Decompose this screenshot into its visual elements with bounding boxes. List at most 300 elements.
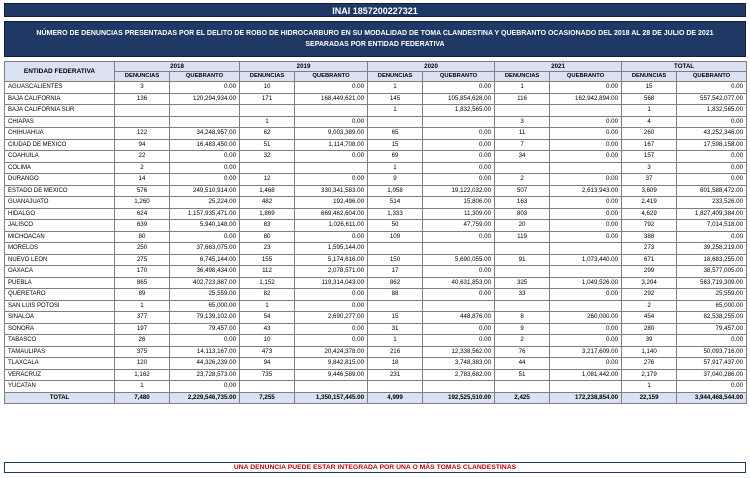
denuncias-cell: 803	[495, 208, 550, 220]
quebranto-cell: 0.00	[550, 197, 622, 209]
quebranto-cell: 119,314,043.00	[295, 277, 368, 289]
denuncias-cell: 171	[240, 93, 295, 105]
quebranto-cell: 0.00	[423, 139, 495, 151]
quebranto-cell: 11,309.00	[423, 208, 495, 220]
quebranto-header: QUEBRANTO	[170, 72, 240, 82]
quebranto-cell: 5,940,148.00	[170, 220, 240, 232]
denuncias-cell: 76	[495, 346, 550, 358]
table-row	[5, 231, 747, 243]
quebranto-cell: 0.00	[170, 231, 240, 243]
table-row	[5, 381, 747, 393]
table-row	[5, 82, 747, 94]
denuncias-cell: 32	[240, 151, 295, 163]
quebranto-cell: 16,483,450.00	[170, 139, 240, 151]
quebranto-cell: 120,294,934.00	[170, 93, 240, 105]
table-row	[5, 300, 747, 312]
denuncias-cell: 83	[240, 220, 295, 232]
denuncias-cell: 136	[115, 93, 170, 105]
quebranto-cell: 448,876.00	[423, 312, 495, 324]
denuncias-cell: 89	[115, 289, 170, 301]
quebranto-cell: 9,842,815.00	[295, 358, 368, 370]
denuncias-header: DENUNCIAS	[368, 72, 423, 82]
quebranto-cell: 0.00	[423, 128, 495, 140]
denuncias-cell: 8	[495, 312, 550, 324]
quebranto-cell: 37,663,075.00	[170, 243, 240, 255]
table-row	[5, 93, 747, 105]
quebranto-cell	[550, 381, 622, 393]
quebranto-cell: 1,832,565.00	[423, 105, 495, 117]
denuncias-cell: 3	[622, 162, 677, 174]
denuncias-cell: 82	[240, 289, 295, 301]
year-header: 2020	[368, 62, 495, 72]
denuncias-cell: 514	[368, 197, 423, 209]
denuncias-cell: 9	[368, 174, 423, 186]
state-name: SAN LUIS POTOSI	[5, 300, 115, 312]
state-name: GUANAJUATO	[5, 197, 115, 209]
quebranto-cell: 0.00	[423, 162, 495, 174]
total-label: TOTAL	[5, 392, 115, 404]
quebranto-cell: 82,538,255.00	[677, 312, 747, 324]
denuncias-cell: 624	[115, 208, 170, 220]
denuncias-cell: 1	[495, 82, 550, 94]
quebranto-cell: 0.00	[677, 174, 747, 186]
state-name: BAJA CALIFORNIA	[5, 93, 115, 105]
quebranto-cell: 0.00	[550, 174, 622, 186]
denuncias-cell: 568	[622, 93, 677, 105]
quebranto-cell: 19,122,032.00	[423, 185, 495, 197]
denuncias-cell: 15	[368, 312, 423, 324]
table-row	[5, 266, 747, 278]
denuncias-cell: 454	[622, 312, 677, 324]
table-header	[5, 62, 747, 82]
quebranto-cell: 0.00	[295, 300, 368, 312]
quebranto-cell: 79,457.00	[677, 323, 747, 335]
quebranto-cell	[295, 162, 368, 174]
denuncias-cell: 65	[368, 128, 423, 140]
quebranto-cell: 2,783,682.00	[423, 369, 495, 381]
denuncias-cell: 12	[240, 174, 295, 186]
denuncias-cell: 1	[368, 335, 423, 347]
state-name: COAHUILA	[5, 151, 115, 163]
quebranto-cell: 330,341,583.00	[295, 185, 368, 197]
denuncias-cell: 155	[240, 254, 295, 266]
denuncias-header: DENUNCIAS	[115, 72, 170, 82]
state-name: CHIHUAHUA	[5, 128, 115, 140]
quebranto-cell: 669,462,604.00	[295, 208, 368, 220]
quebranto-cell: 1,350,157,445.00	[295, 392, 368, 404]
table-row	[5, 243, 747, 255]
quebranto-cell	[423, 381, 495, 393]
state-name: OAXACA	[5, 266, 115, 278]
denuncias-cell: 735	[240, 369, 295, 381]
denuncias-cell: 3	[115, 82, 170, 94]
denuncias-cell: 375	[115, 346, 170, 358]
state-name: ESTADO DE MEXICO	[5, 185, 115, 197]
denuncias-cell: 39	[622, 335, 677, 347]
quebranto-cell	[550, 243, 622, 255]
denuncias-cell: 116	[495, 93, 550, 105]
denuncias-cell: 170	[115, 266, 170, 278]
quebranto-cell: 57,917,437.00	[677, 358, 747, 370]
denuncias-cell: 122	[115, 128, 170, 140]
quebranto-cell: 0.00	[295, 289, 368, 301]
quebranto-cell: 172,238,854.00	[550, 392, 622, 404]
denuncias-cell: 1	[368, 105, 423, 117]
quebranto-cell: 17,598,158.00	[677, 139, 747, 151]
denuncias-cell: 163	[495, 197, 550, 209]
table-row	[5, 116, 747, 128]
denuncias-cell: 1	[115, 381, 170, 393]
quebranto-cell: 0.00	[550, 358, 622, 370]
quebranto-cell: 233,526.00	[677, 197, 747, 209]
quebranto-cell: 0.00	[170, 162, 240, 174]
table-row	[5, 197, 747, 209]
quebranto-cell: 0.00	[295, 82, 368, 94]
quebranto-cell: 1,049,526.00	[550, 277, 622, 289]
quebranto-cell: 65,000.00	[677, 300, 747, 312]
denuncias-cell	[368, 300, 423, 312]
entidad-header: ENTIDAD FEDERATIVA	[5, 62, 115, 82]
denuncias-cell	[495, 300, 550, 312]
quebranto-cell: 1,073,440.00	[550, 254, 622, 266]
denuncias-cell: 31	[368, 323, 423, 335]
denuncias-cell: 18	[368, 358, 423, 370]
denuncias-cell: 33	[495, 289, 550, 301]
state-name: TABASCO	[5, 335, 115, 347]
quebranto-cell: 0.00	[550, 151, 622, 163]
denuncias-cell: 94	[115, 139, 170, 151]
denuncias-cell: 792	[622, 220, 677, 232]
denuncias-cell: 15	[622, 82, 677, 94]
denuncias-cell: 1,058	[368, 185, 423, 197]
year-header: 2021	[495, 62, 622, 72]
denuncias-cell: 119	[495, 231, 550, 243]
quebranto-cell: 1,081,442.00	[550, 369, 622, 381]
denuncias-cell: 865	[115, 277, 170, 289]
footnote: UNA DENUNCIA PUEDE ESTAR INTEGRADA POR UNA O MÁS TOMAS CLANDESTINAS	[4, 462, 746, 473]
denuncias-cell: 1,869	[240, 208, 295, 220]
document-subtitle	[4, 21, 746, 57]
denuncias-header: DENUNCIAS	[495, 72, 550, 82]
table-row	[5, 335, 747, 347]
denuncias-cell: 50	[368, 220, 423, 232]
denuncias-cell: 299	[622, 266, 677, 278]
quebranto-cell: 0.00	[550, 208, 622, 220]
complaints-table	[4, 61, 747, 404]
quebranto-cell: 1,832,565.00	[677, 105, 747, 117]
denuncias-cell: 11	[495, 128, 550, 140]
quebranto-header: QUEBRANTO	[677, 72, 747, 82]
quebranto-cell	[423, 116, 495, 128]
denuncias-cell: 576	[115, 185, 170, 197]
quebranto-cell: 15,806.00	[423, 197, 495, 209]
quebranto-cell: 192,525,510.00	[423, 392, 495, 404]
quebranto-cell: 50,093,716.00	[677, 346, 747, 358]
state-name: BAJA CALIFORNIA SUR	[5, 105, 115, 117]
quebranto-cell	[423, 243, 495, 255]
denuncias-cell: 51	[495, 369, 550, 381]
document-title: INAI 1857200227321	[4, 3, 746, 17]
quebranto-cell: 6,745,144.00	[170, 254, 240, 266]
quebranto-cell: 0.00	[423, 174, 495, 186]
quebranto-cell: 557,542,077.00	[677, 93, 747, 105]
denuncias-cell: 377	[115, 312, 170, 324]
denuncias-cell: 3	[495, 116, 550, 128]
quebranto-cell: 0.00	[677, 151, 747, 163]
denuncias-cell: 2,179	[622, 369, 677, 381]
quebranto-cell: 0.00	[170, 174, 240, 186]
quebranto-cell: 0.00	[295, 323, 368, 335]
quebranto-cell: 0.00	[550, 139, 622, 151]
denuncias-cell: 325	[495, 277, 550, 289]
quebranto-cell: 0.00	[423, 231, 495, 243]
denuncias-cell: 1	[368, 82, 423, 94]
denuncias-cell: 639	[115, 220, 170, 232]
table-row	[5, 346, 747, 358]
quebranto-cell: 25,224.00	[170, 197, 240, 209]
state-name: QUERETARO	[5, 289, 115, 301]
quebranto-cell: 162,942,894.00	[550, 93, 622, 105]
denuncias-cell: 91	[495, 254, 550, 266]
denuncias-cell: 10	[240, 82, 295, 94]
quebranto-cell: 0.00	[170, 151, 240, 163]
quebranto-cell: 1,157,935,471.00	[170, 208, 240, 220]
denuncias-cell: 2,425	[495, 392, 550, 404]
quebranto-cell: 260,000.00	[550, 312, 622, 324]
denuncias-cell: 17	[368, 266, 423, 278]
denuncias-cell: 69	[368, 151, 423, 163]
denuncias-cell: 4	[622, 116, 677, 128]
denuncias-cell: 2,419	[622, 197, 677, 209]
quebranto-cell: 1,114,708.00	[295, 139, 368, 151]
denuncias-cell: 2	[622, 300, 677, 312]
quebranto-cell: 0.00	[295, 174, 368, 186]
table-row	[5, 369, 747, 381]
quebranto-cell: 2,229,546,735.00	[170, 392, 240, 404]
quebranto-cell: 1,827,409,384.00	[677, 208, 747, 220]
state-name: SONORA	[5, 323, 115, 335]
quebranto-cell	[170, 116, 240, 128]
denuncias-cell: 20	[495, 220, 550, 232]
denuncias-cell	[495, 266, 550, 278]
denuncias-cell: 260	[622, 128, 677, 140]
denuncias-cell: 37	[622, 174, 677, 186]
denuncias-cell: 7	[495, 139, 550, 151]
state-name: CHIAPAS	[5, 116, 115, 128]
quebranto-cell: 0.00	[423, 266, 495, 278]
table-row	[5, 105, 747, 117]
state-name: COLIMA	[5, 162, 115, 174]
quebranto-cell: 0.00	[295, 116, 368, 128]
quebranto-cell: 2,690,277.00	[295, 312, 368, 324]
quebranto-cell: 39,258,219.00	[677, 243, 747, 255]
quebranto-cell: 0.00	[295, 335, 368, 347]
quebranto-cell: 9,003,389.00	[295, 128, 368, 140]
quebranto-cell: 0.00	[295, 231, 368, 243]
state-name: SINALOA	[5, 312, 115, 324]
denuncias-cell: 43	[240, 323, 295, 335]
denuncias-cell: 1	[622, 105, 677, 117]
quebranto-cell: 0.00	[423, 151, 495, 163]
table-row	[5, 185, 747, 197]
quebranto-cell: 0.00	[423, 82, 495, 94]
quebranto-cell: 0.00	[170, 82, 240, 94]
quebranto-cell: 0.00	[677, 231, 747, 243]
denuncias-cell	[495, 381, 550, 393]
denuncias-cell: 482	[240, 197, 295, 209]
quebranto-cell	[550, 162, 622, 174]
denuncias-cell	[495, 162, 550, 174]
denuncias-cell: 2	[115, 162, 170, 174]
quebranto-cell: 5,690,055.00	[423, 254, 495, 266]
denuncias-header: DENUNCIAS	[240, 72, 295, 82]
table-row	[5, 162, 747, 174]
denuncias-cell	[495, 105, 550, 117]
denuncias-cell: 120	[115, 358, 170, 370]
denuncias-cell	[115, 116, 170, 128]
quebranto-cell: 0.00	[295, 151, 368, 163]
quebranto-cell: 65,000.00	[170, 300, 240, 312]
quebranto-cell: 402,723,887.00	[170, 277, 240, 289]
quebranto-cell: 2,613,943.00	[550, 185, 622, 197]
quebranto-cell: 0.00	[550, 323, 622, 335]
table-row	[5, 312, 747, 324]
denuncias-cell: 14	[115, 174, 170, 186]
table-row	[5, 151, 747, 163]
denuncias-cell: 22	[115, 151, 170, 163]
denuncias-cell: 62	[240, 128, 295, 140]
denuncias-cell: 9	[495, 323, 550, 335]
denuncias-cell: 1,333	[368, 208, 423, 220]
table-row	[5, 277, 747, 289]
state-name: TLAXCALA	[5, 358, 115, 370]
denuncias-cell: 150	[368, 254, 423, 266]
denuncias-cell: 292	[622, 289, 677, 301]
state-name: PUEBLA	[5, 277, 115, 289]
table-row	[5, 174, 747, 186]
quebranto-cell: 0.00	[423, 323, 495, 335]
denuncias-cell: 94	[240, 358, 295, 370]
quebranto-cell: 1,595,144.00	[295, 243, 368, 255]
denuncias-cell: 22,159	[622, 392, 677, 404]
denuncias-cell	[495, 243, 550, 255]
denuncias-cell	[368, 381, 423, 393]
denuncias-cell: 34	[495, 151, 550, 163]
table-row	[5, 128, 747, 140]
quebranto-cell: 3,944,468,544.00	[677, 392, 747, 404]
quebranto-cell: 563,719,309.00	[677, 277, 747, 289]
quebranto-cell: 1,026,611.00	[295, 220, 368, 232]
quebranto-cell: 0.00	[677, 381, 747, 393]
quebranto-cell: 0.00	[677, 82, 747, 94]
quebranto-cell: 0.00	[550, 231, 622, 243]
denuncias-cell: 671	[622, 254, 677, 266]
quebranto-cell: 0.00	[677, 162, 747, 174]
denuncias-cell: 7,255	[240, 392, 295, 404]
state-name: NUEVO LEON	[5, 254, 115, 266]
state-name: DURANGO	[5, 174, 115, 186]
quebranto-cell: 25,559.00	[677, 289, 747, 301]
denuncias-cell: 1	[240, 116, 295, 128]
quebranto-cell	[295, 381, 368, 393]
quebranto-cell: 0.00	[677, 335, 747, 347]
state-name: MICHOACAN	[5, 231, 115, 243]
year-header: 2019	[240, 62, 368, 72]
denuncias-cell: 197	[115, 323, 170, 335]
denuncias-cell: 250	[115, 243, 170, 255]
denuncias-cell: 1	[115, 300, 170, 312]
quebranto-cell: 14,113,167.00	[170, 346, 240, 358]
denuncias-cell: 15	[368, 139, 423, 151]
denuncias-cell: 10	[240, 335, 295, 347]
quebranto-cell: 105,854,628.00	[423, 93, 495, 105]
quebranto-cell: 36,498,434.00	[170, 266, 240, 278]
denuncias-cell	[115, 105, 170, 117]
denuncias-cell	[368, 243, 423, 255]
denuncias-cell: 44	[495, 358, 550, 370]
table-row	[5, 358, 747, 370]
denuncias-cell: 862	[368, 277, 423, 289]
total-row	[5, 392, 747, 404]
quebranto-cell: 37,040,286.00	[677, 369, 747, 381]
quebranto-header: QUEBRANTO	[295, 72, 368, 82]
quebranto-cell: 12,338,562.00	[423, 346, 495, 358]
denuncias-cell: 1	[368, 162, 423, 174]
denuncias-cell: 1,468	[240, 185, 295, 197]
quebranto-cell	[170, 105, 240, 117]
table-row	[5, 139, 747, 151]
denuncias-cell: 109	[368, 231, 423, 243]
denuncias-cell: 7,480	[115, 392, 170, 404]
denuncias-cell: 157	[622, 151, 677, 163]
denuncias-cell: 3,204	[622, 277, 677, 289]
denuncias-cell: 1,162	[115, 369, 170, 381]
denuncias-cell: 1,260	[115, 197, 170, 209]
denuncias-cell: 54	[240, 312, 295, 324]
quebranto-cell	[295, 105, 368, 117]
state-name: YUCATAN	[5, 381, 115, 393]
state-name: AGUASCALIENTES	[5, 82, 115, 94]
quebranto-header: QUEBRANTO	[550, 72, 622, 82]
denuncias-cell	[240, 105, 295, 117]
denuncias-cell: 2	[495, 174, 550, 186]
quebranto-cell: 9,446,589.00	[295, 369, 368, 381]
quebranto-cell: 249,510,914.00	[170, 185, 240, 197]
quebranto-cell: 0.00	[550, 289, 622, 301]
denuncias-cell: 231	[368, 369, 423, 381]
denuncias-cell: 388	[622, 231, 677, 243]
quebranto-cell: 0.00	[423, 335, 495, 347]
quebranto-cell: 5,174,616.00	[295, 254, 368, 266]
quebranto-cell: 2,078,571.00	[295, 266, 368, 278]
denuncias-cell: 26	[115, 335, 170, 347]
quebranto-cell: 0.00	[550, 116, 622, 128]
denuncias-cell: 4,999	[368, 392, 423, 404]
denuncias-cell: 280	[622, 323, 677, 335]
denuncias-cell	[368, 116, 423, 128]
denuncias-cell	[240, 162, 295, 174]
quebranto-cell: 34,248,957.00	[170, 128, 240, 140]
table-row	[5, 254, 747, 266]
table-row	[5, 220, 747, 232]
state-name: VERACRUZ	[5, 369, 115, 381]
denuncias-header: DENUNCIAS	[622, 72, 677, 82]
quebranto-cell	[550, 266, 622, 278]
table-row	[5, 289, 747, 301]
denuncias-cell: 2	[495, 335, 550, 347]
denuncias-cell: 80	[115, 231, 170, 243]
quebranto-cell	[550, 105, 622, 117]
